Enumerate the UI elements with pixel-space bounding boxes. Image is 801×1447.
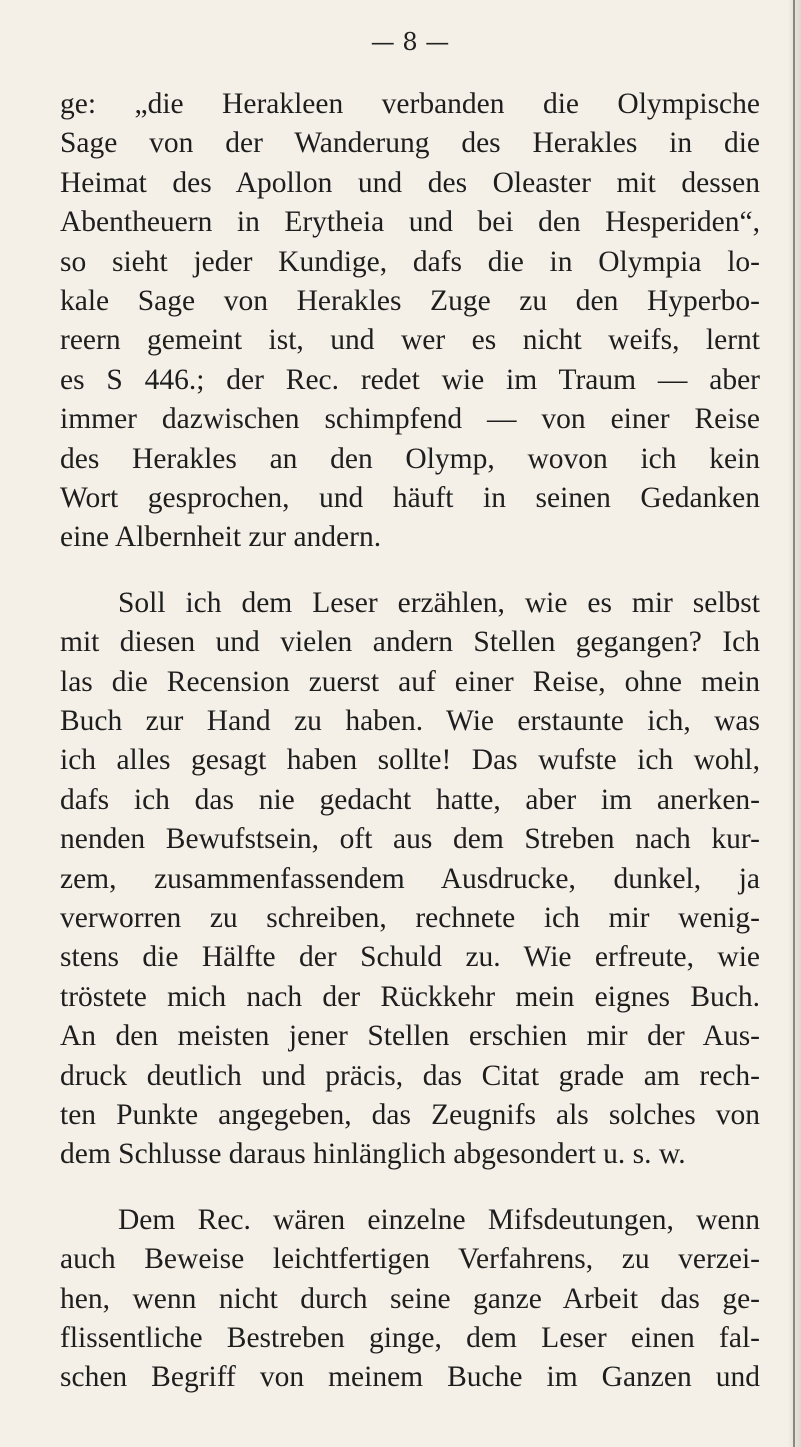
paragraph-1-line-5: so sieht jeder Kundige, dafs die in Olympia lo-: [60, 246, 760, 278]
paragraph-1-line-4: Abentheuern in Erytheia und bei den Hesperiden“,: [60, 206, 760, 238]
paragraph-1-line-6: kale Sage von Herakles Zuge zu den Hyperbo-: [60, 285, 760, 317]
paragraph-2-line-13: druck deutlich und präcis, das Citat grade am rech-: [60, 1060, 760, 1092]
paragraph-1-line-3: Heimat des Apollon und des Oleaster mit dessen: [60, 167, 760, 199]
paragraph-3-line-4: flissentliche Bestreben ginge, dem Leser einen fal-: [60, 1322, 760, 1354]
paragraph-2-line-2: mit diesen und vielen andern Stellen gegangen? Ich: [60, 626, 760, 658]
paragraph-2-line-4: Buch zur Hand zu haben. Wie erstaunte ich, was: [60, 705, 760, 737]
paragraph-1-line-1: ge: „die Herakleen verbanden die Olympische: [60, 88, 760, 120]
paragraph-2-line-3: las die Recension zuerst auf einer Reise, ohne mein: [60, 666, 760, 698]
paragraph-2-line-11: tröstete mich nach der Rückkehr mein eignes Buch.: [60, 981, 760, 1013]
paragraph-1-line-11: Wort gesprochen, und häuft in seinen Gedanken: [60, 482, 760, 514]
paragraph-2-line-14: ten Punkte angegeben, das Zeugnifs als solches von: [60, 1099, 760, 1131]
paragraph-2-line-7: nenden Bewufstsein, oft aus dem Streben nach kur-: [60, 823, 760, 855]
paragraph-1-line-9: immer dazwischen schimpfend — von einer Reise: [60, 403, 760, 435]
paragraph-3-line-1: Dem Rec. wären einzelne Mifsdeutungen, wenn: [118, 1204, 760, 1236]
paragraph-1-line-12: eine Albernheit zur andern.: [60, 521, 382, 553]
paragraph-1-line-7: reern gemeint ist, und wer es nicht weifs, lernt: [60, 324, 760, 356]
paragraph-2-line-1: Soll ich dem Leser erzählen, wie es mir selbst: [118, 587, 760, 619]
paragraph-2-line-15: dem Schlusse daraus hinlänglich abgesondert u. s. w.: [60, 1138, 686, 1170]
paragraph-2-line-9: verworren zu schreiben, rechnete ich mir wenig-: [60, 902, 760, 934]
paragraph-1-line-8: es S 446.; der Rec. redet wie im Traum — aber: [60, 364, 760, 396]
page-number: — 8 —: [370, 28, 450, 56]
paragraph-1-line-2: Sage von der Wanderung des Herakles in die: [60, 127, 760, 159]
paragraph-2-line-12: An den meisten jener Stellen erschien mir der Aus-: [60, 1020, 760, 1052]
paragraph-3-line-2: auch Beweise leichtfertigen Verfahrens, zu verzei-: [60, 1243, 760, 1275]
paragraph-2-line-6: dafs ich das nie gedacht hatte, aber im anerken-: [60, 784, 760, 816]
paragraph-3-line-5: schen Begriff von meinem Buche im Ganzen und: [60, 1361, 760, 1393]
paragraph-2-line-5: ich alles gesagt haben sollte! Das wufste ich wohl,: [60, 744, 760, 776]
paragraph-3-line-3: hen, wenn nicht durch seine ganze Arbeit das ge-: [60, 1283, 760, 1315]
paragraph-2-line-8: zem, zusammenfassendem Ausdrucke, dunkel, ja: [60, 863, 760, 895]
page-edge-line: [793, 0, 795, 1447]
paragraph-1-line-10: des Herakles an den Olymp, wovon ich kein: [60, 443, 760, 475]
paragraph-2-line-10: stens die Hälfte der Schuld zu. Wie erfreute, wie: [60, 941, 760, 973]
